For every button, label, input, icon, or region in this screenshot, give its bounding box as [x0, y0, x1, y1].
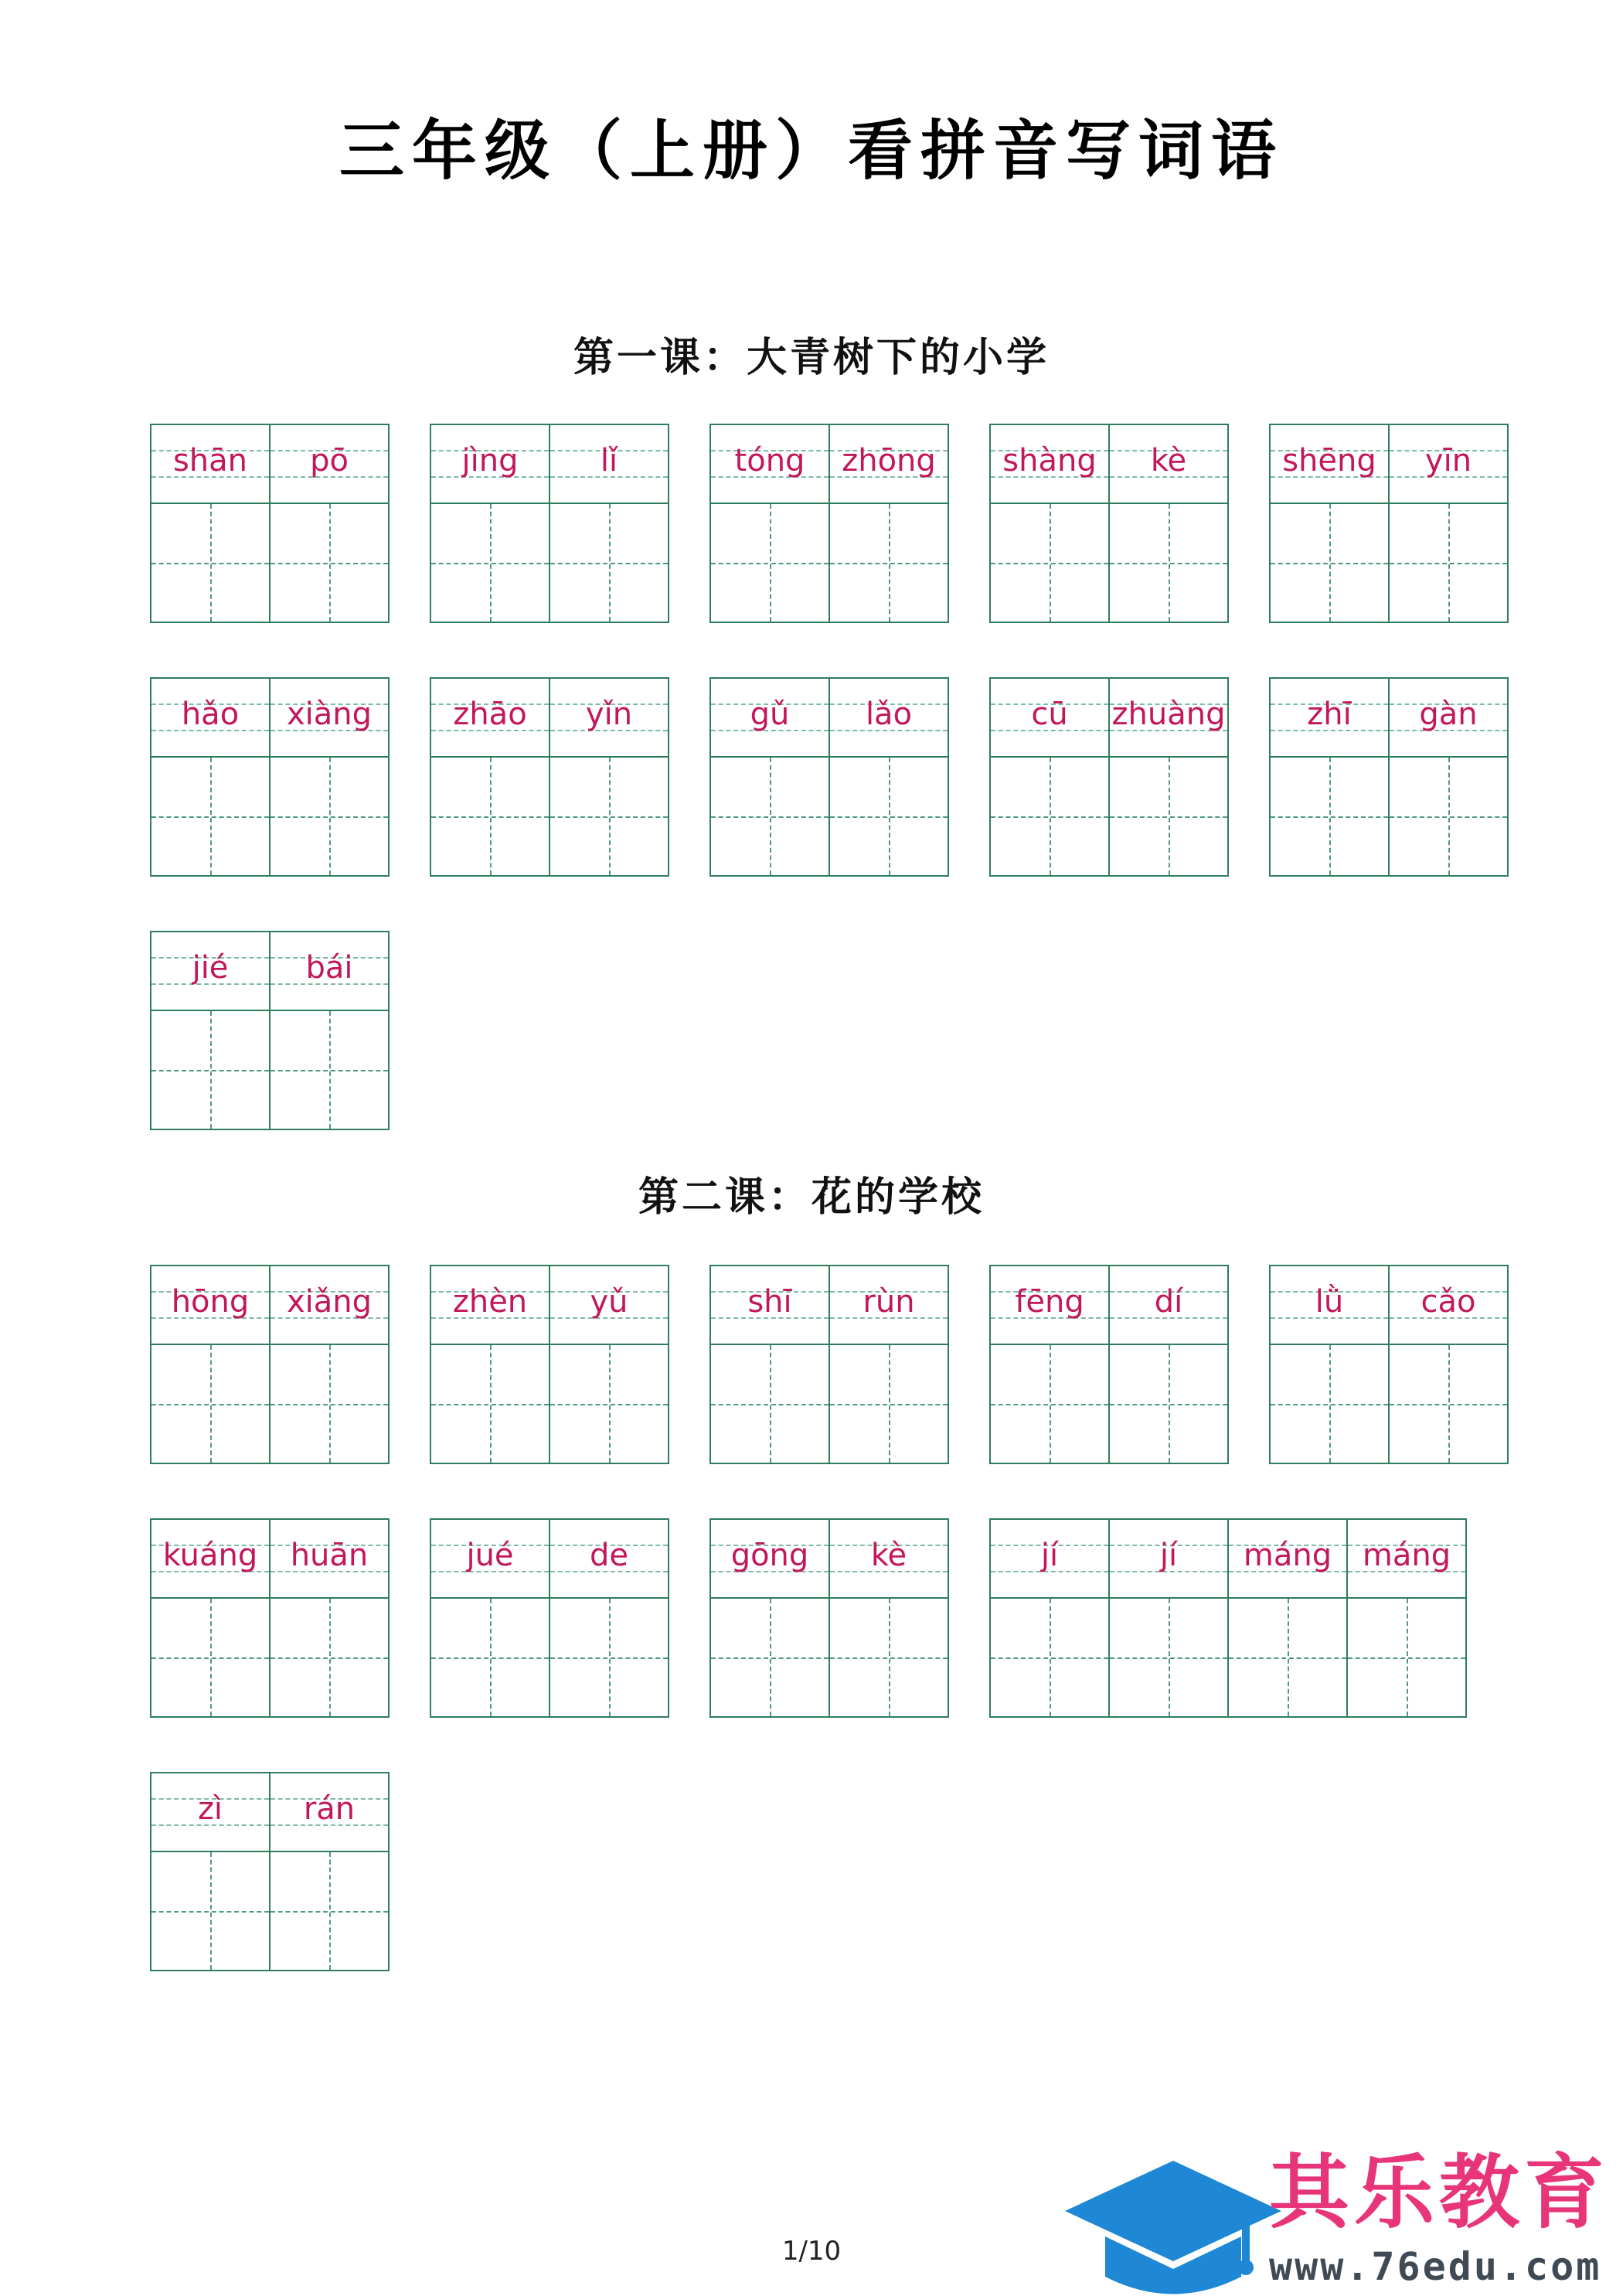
writing-box[interactable] [991, 1599, 1108, 1716]
char-cell [550, 1266, 669, 1464]
char-cell [550, 425, 669, 623]
pinyin-text: kuáng [162, 1538, 258, 1573]
char-cell [711, 1520, 830, 1718]
word-box [709, 677, 949, 877]
pinyin-text: lǐ [600, 443, 618, 479]
pinyin-lines [151, 1520, 269, 1599]
char-cell [991, 425, 1110, 623]
pinyin-text: jìng [461, 443, 519, 479]
pinyin-lines [270, 1266, 388, 1345]
word-box [150, 1772, 390, 1971]
char-cell [550, 1520, 669, 1718]
word-box [989, 1265, 1229, 1464]
pinyin-text: lǜ [1315, 1284, 1344, 1320]
char-cell [711, 679, 830, 877]
pinyin-lines [1110, 679, 1227, 758]
char-cell [711, 1266, 830, 1464]
char-cell [1229, 1520, 1348, 1718]
char-cell [431, 1266, 550, 1464]
pinyin-lines [830, 1520, 948, 1599]
pinyin-lines [1271, 679, 1388, 758]
char-cell [151, 1520, 270, 1718]
pinyin-text: shī [747, 1284, 792, 1320]
pinyin-lines [550, 679, 668, 758]
pinyin-lines [1348, 1520, 1465, 1599]
pinyin-text: kè [870, 1538, 907, 1573]
pinyin-text: jí [1159, 1538, 1178, 1573]
pinyin-lines [431, 1266, 549, 1345]
writing-box[interactable] [431, 1599, 549, 1716]
char-cell [431, 679, 550, 877]
writing-box[interactable] [431, 758, 549, 875]
writing-box[interactable] [431, 1345, 549, 1463]
pinyin-text: kè [1150, 443, 1187, 479]
char-cell [830, 1266, 949, 1464]
word-box [150, 1265, 390, 1464]
char-cell [550, 679, 669, 877]
pinyin-text: máng [1243, 1538, 1332, 1573]
word-box [430, 424, 669, 623]
char-cell [1348, 1520, 1467, 1718]
char-cell [151, 932, 270, 1130]
writing-box[interactable] [1390, 1345, 1507, 1463]
pinyin-lines [1110, 425, 1227, 504]
char-cell [1271, 1266, 1390, 1464]
writing-box[interactable] [550, 758, 668, 875]
lesson-title: 第一课：大青树下的小学 [573, 334, 1050, 381]
pinyin-text: xiǎng [286, 1284, 373, 1320]
char-cell [151, 1266, 270, 1464]
pinyin-text: zhōng [842, 443, 936, 479]
writing-box[interactable] [270, 1852, 388, 1970]
writing-box[interactable] [991, 1345, 1108, 1463]
word-box [1269, 677, 1509, 877]
word-box [150, 931, 390, 1130]
pinyin-text: huān [290, 1538, 369, 1573]
pinyin-lines [431, 679, 549, 758]
word-box [150, 424, 390, 623]
pinyin-lines [711, 679, 829, 758]
char-cell [1110, 425, 1229, 623]
pinyin-lines [151, 679, 269, 758]
word-box [150, 1518, 390, 1718]
pinyin-text: tóng [734, 443, 805, 479]
writing-box[interactable] [151, 758, 269, 875]
writing-box[interactable] [151, 1599, 269, 1716]
pinyin-lines [270, 679, 388, 758]
char-cell [1390, 425, 1509, 623]
char-cell [830, 679, 949, 877]
writing-box[interactable] [1390, 504, 1507, 622]
pinyin-text: gàn [1419, 697, 1478, 732]
pinyin-text: dí [1154, 1284, 1183, 1320]
pinyin-text: xiàng [286, 697, 373, 732]
writing-box[interactable] [270, 1345, 388, 1463]
pinyin-lines [270, 425, 388, 504]
pinyin-text: yǐn [585, 697, 633, 732]
writing-box[interactable] [151, 1011, 269, 1129]
word-box [1269, 1265, 1509, 1464]
page-title: 三年级（上册）看拼音写词语 [339, 112, 1284, 189]
pinyin-lines [991, 679, 1108, 758]
writing-box[interactable] [1271, 504, 1388, 622]
word-box [989, 1518, 1467, 1718]
writing-box[interactable] [830, 1345, 948, 1463]
pinyin-text: yīn [1424, 443, 1472, 479]
writing-box[interactable] [550, 1599, 668, 1716]
char-cell [1110, 1266, 1229, 1464]
pinyin-text: bái [305, 950, 353, 986]
char-cell [1110, 679, 1229, 877]
writing-box[interactable] [1110, 1599, 1227, 1716]
pinyin-text: jié [192, 950, 229, 986]
char-cell [1390, 679, 1509, 877]
char-cell [270, 1266, 390, 1464]
word-box [989, 424, 1229, 623]
pinyin-text: zì [197, 1791, 223, 1827]
pinyin-text: de [590, 1538, 628, 1573]
char-cell [151, 425, 270, 623]
pinyin-lines [1229, 1520, 1346, 1599]
pinyin-lines [711, 425, 829, 504]
pinyin-text: rán [303, 1791, 356, 1827]
pinyin-lines [151, 1773, 269, 1852]
writing-box[interactable] [270, 1599, 388, 1716]
pinyin-lines [550, 425, 668, 504]
writing-box[interactable] [711, 1599, 829, 1716]
pinyin-lines [991, 425, 1108, 504]
word-box [709, 1265, 949, 1464]
pinyin-lines [1390, 679, 1507, 758]
char-cell [270, 1520, 390, 1718]
pinyin-lines [711, 1266, 829, 1345]
writing-box[interactable] [550, 1345, 668, 1463]
pinyin-text: yǔ [590, 1284, 628, 1320]
pinyin-text: hǎo [181, 697, 240, 732]
writing-box[interactable] [1348, 1599, 1465, 1716]
pinyin-lines [431, 425, 549, 504]
pinyin-lines [711, 1520, 829, 1599]
char-cell [270, 1773, 390, 1971]
writing-box[interactable] [431, 504, 549, 622]
word-box [150, 677, 390, 877]
pinyin-text: gǔ [750, 697, 790, 732]
char-cell [711, 425, 830, 623]
word-box [709, 424, 949, 623]
pinyin-lines [270, 932, 388, 1011]
char-cell [151, 1773, 270, 1971]
brand-name: 其乐教育 [1269, 2145, 1610, 2240]
char-cell [270, 932, 390, 1130]
pinyin-lines [431, 1520, 549, 1599]
pinyin-text: hōng [171, 1284, 250, 1320]
writing-box[interactable] [711, 1345, 829, 1463]
pinyin-lines [550, 1266, 668, 1345]
char-cell [991, 1266, 1110, 1464]
pinyin-lines [991, 1266, 1108, 1345]
pinyin-text: cǎo [1421, 1284, 1476, 1320]
pinyin-text: cū [1031, 697, 1068, 732]
pinyin-lines [1271, 1266, 1388, 1345]
writing-box[interactable] [1390, 758, 1507, 875]
word-box [430, 1518, 669, 1718]
writing-box[interactable] [151, 504, 269, 622]
writing-box[interactable] [1271, 758, 1388, 875]
writing-box[interactable] [1110, 504, 1227, 622]
char-cell [431, 1520, 550, 1718]
writing-box[interactable] [991, 504, 1108, 622]
char-cell [270, 425, 390, 623]
pinyin-lines [1390, 1266, 1507, 1345]
char-cell [151, 679, 270, 877]
lesson-title: 第二课：花的学校 [638, 1174, 985, 1221]
writing-box[interactable] [830, 1599, 948, 1716]
pinyin-text: zhèn [452, 1284, 528, 1320]
writing-box[interactable] [151, 1852, 269, 1970]
char-cell [1110, 1520, 1229, 1718]
pinyin-lines [151, 1266, 269, 1345]
pinyin-text: zhāo [453, 697, 527, 732]
writing-box[interactable] [270, 758, 388, 875]
char-cell [991, 1520, 1110, 1718]
pinyin-text: fēng [1015, 1284, 1084, 1320]
pinyin-text: máng [1362, 1538, 1451, 1573]
pinyin-text: shēng [1282, 443, 1376, 479]
writing-box[interactable] [711, 758, 829, 875]
pinyin-lines [830, 425, 948, 504]
writing-box[interactable] [1229, 1599, 1346, 1716]
pinyin-lines [151, 932, 269, 1011]
pinyin-lines [1110, 1266, 1227, 1345]
pinyin-lines [830, 679, 948, 758]
pinyin-text: gōng [730, 1538, 809, 1573]
pinyin-text: jí [1040, 1538, 1059, 1573]
pinyin-text: rùn [863, 1284, 915, 1320]
pinyin-text: jué [466, 1538, 514, 1573]
char-cell [1271, 679, 1390, 877]
word-box [430, 677, 669, 877]
writing-box[interactable] [711, 504, 829, 622]
char-cell [1390, 1266, 1509, 1464]
writing-box[interactable] [830, 504, 948, 622]
pinyin-lines [830, 1266, 948, 1345]
pinyin-lines [270, 1773, 388, 1852]
writing-box[interactable] [270, 1011, 388, 1129]
pinyin-text: pō [310, 443, 349, 479]
char-cell [270, 679, 390, 877]
writing-box[interactable] [151, 1345, 269, 1463]
page-number: 1/10 [781, 2236, 842, 2267]
word-box [709, 1518, 949, 1718]
word-box [989, 677, 1229, 877]
writing-box[interactable] [1110, 758, 1227, 875]
brand-url: www.76edu.com [1269, 2244, 1602, 2289]
pinyin-lines [991, 1520, 1108, 1599]
writing-box[interactable] [1110, 1345, 1227, 1463]
writing-box[interactable] [991, 758, 1108, 875]
pinyin-text: lǎo [865, 697, 913, 732]
pinyin-lines [1390, 425, 1507, 504]
pinyin-lines [270, 1520, 388, 1599]
writing-box[interactable] [270, 504, 388, 622]
char-cell [431, 425, 550, 623]
pinyin-lines [151, 425, 269, 504]
char-cell [830, 1520, 949, 1718]
pinyin-lines [1110, 1520, 1227, 1599]
pinyin-lines [550, 1520, 668, 1599]
pinyin-text: shān [172, 443, 248, 479]
pinyin-text: zhī [1307, 697, 1352, 732]
char-cell [991, 679, 1110, 877]
pinyin-text: zhuàng [1111, 697, 1226, 732]
char-cell [1271, 425, 1390, 623]
pinyin-lines [1271, 425, 1388, 504]
word-box [1269, 424, 1509, 623]
writing-box[interactable] [830, 758, 948, 875]
pinyin-text: shàng [1002, 443, 1097, 479]
writing-box[interactable] [550, 504, 668, 622]
word-box [430, 1265, 669, 1464]
char-cell [830, 425, 949, 623]
writing-box[interactable] [1271, 1345, 1388, 1463]
